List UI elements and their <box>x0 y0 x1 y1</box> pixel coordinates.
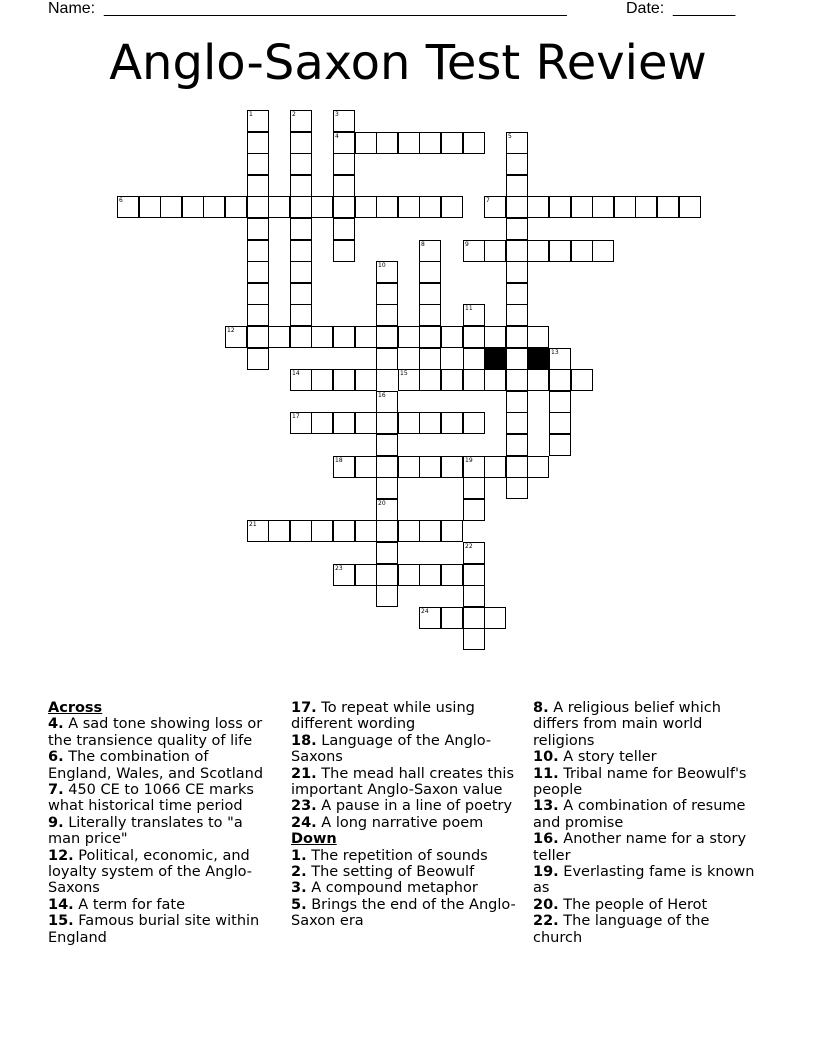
clue-number: 10. <box>533 749 559 766</box>
across-clue <box>291 700 519 733</box>
grid-cell[interactable] <box>463 585 485 607</box>
grid-cell[interactable] <box>355 369 377 391</box>
clue-number: 24. <box>291 814 317 831</box>
down-clue <box>533 798 761 831</box>
clue-text: A long narrative poem <box>321 814 484 831</box>
grid-cell[interactable] <box>376 304 398 326</box>
grid-cell[interactable] <box>549 412 571 434</box>
grid-cell[interactable] <box>463 326 485 348</box>
grid-cell[interactable] <box>290 261 312 283</box>
grid-cell[interactable] <box>333 326 355 348</box>
grid-cell[interactable] <box>333 132 355 154</box>
clue-number: 18. <box>291 732 317 749</box>
clues-section <box>0 700 816 1056</box>
grid-cell[interactable] <box>484 607 506 629</box>
grid-cell[interactable] <box>419 196 441 218</box>
grid-cell[interactable] <box>463 628 485 650</box>
down-clue <box>291 880 519 896</box>
cell-number: 3 <box>335 111 339 118</box>
grid-cell[interactable] <box>203 196 225 218</box>
down-clue <box>291 864 519 880</box>
grid-cell[interactable] <box>247 196 269 218</box>
grid-cell[interactable] <box>679 196 701 218</box>
grid-cell[interactable] <box>333 196 355 218</box>
grid-cell[interactable] <box>506 283 528 305</box>
grid-cell[interactable] <box>463 607 485 629</box>
clue-text: The language of the church <box>533 913 710 946</box>
grid-cell[interactable] <box>527 456 549 478</box>
cell-number: 2 <box>292 111 296 118</box>
grid-cell[interactable] <box>463 412 485 434</box>
clue-text: Brings the end of the Anglo-Saxon era <box>291 896 516 930</box>
grid-cell[interactable] <box>441 369 463 391</box>
grid-cell[interactable] <box>247 132 269 154</box>
across-heading: Across <box>48 700 103 716</box>
grid-cell[interactable] <box>419 607 441 629</box>
grid-cell[interactable] <box>549 369 571 391</box>
clue-number: 3. <box>291 880 307 897</box>
clue-number: 23. <box>291 798 317 815</box>
clue-text: The combination of England, Wales, and Scotland <box>48 749 264 782</box>
grid-cell[interactable] <box>376 132 398 154</box>
grid-cell[interactable] <box>311 326 333 348</box>
clue-number: 15. <box>48 913 74 930</box>
clue-text: Another name for a story teller <box>533 831 747 864</box>
clue-text: The people of Herot <box>563 896 708 913</box>
grid-cell[interactable] <box>290 369 312 391</box>
clue-text: A religious belief which differs from main world religions <box>533 700 721 749</box>
grid-cell[interactable] <box>441 520 463 542</box>
grid-cell[interactable] <box>376 477 398 499</box>
grid-cell[interactable] <box>376 261 398 283</box>
grid-cell[interactable] <box>592 240 614 262</box>
grid-cell[interactable] <box>268 520 290 542</box>
across-clue <box>48 782 276 815</box>
grid-cell[interactable] <box>225 326 247 348</box>
grid-cell[interactable] <box>311 369 333 391</box>
grid-cell[interactable] <box>355 326 377 348</box>
grid-cell[interactable] <box>376 456 398 478</box>
grid-cell[interactable] <box>463 456 485 478</box>
down-clue <box>533 864 761 897</box>
grid-cell[interactable] <box>376 391 398 413</box>
cell-number: 12 <box>227 327 235 334</box>
grid-cell[interactable] <box>333 520 355 542</box>
cell-number: 9 <box>465 241 469 248</box>
clue-number: 5. <box>291 896 307 913</box>
grid-cell[interactable] <box>441 412 463 434</box>
grid-cell[interactable] <box>527 369 549 391</box>
grid-cell[interactable] <box>506 369 528 391</box>
clue-column-1 <box>48 700 276 946</box>
clue-number: 4. <box>48 716 64 733</box>
clue-number: 17. <box>291 700 317 716</box>
clue-text: A sad tone showing loss or the transience quality of life <box>48 716 263 749</box>
across-clue <box>48 897 276 913</box>
grid-cell[interactable] <box>290 196 312 218</box>
clue-text: 450 CE to 1066 CE marks what historical time period <box>48 782 254 815</box>
clue-number: 11. <box>533 765 559 782</box>
page-title: Anglo-Saxon Test Review <box>109 35 707 91</box>
clue-number: 1. <box>291 847 307 864</box>
cell-number: 15 <box>400 370 408 377</box>
grid-cell[interactable] <box>376 434 398 456</box>
grid-cell[interactable] <box>506 153 528 175</box>
grid-cell[interactable] <box>247 326 269 348</box>
across-clue <box>291 733 519 766</box>
across-clue <box>48 815 276 848</box>
grid-cell[interactable] <box>463 132 485 154</box>
grid-cell[interactable] <box>484 240 506 262</box>
grid-cell[interactable] <box>419 456 441 478</box>
clue-number: 21. <box>291 765 317 782</box>
black-cell <box>484 348 506 370</box>
grid-cell[interactable] <box>333 218 355 240</box>
grid-cell[interactable] <box>398 369 420 391</box>
grid-cell[interactable] <box>398 564 420 586</box>
grid-cell[interactable] <box>355 456 377 478</box>
grid-cell[interactable] <box>333 175 355 197</box>
grid-cell[interactable] <box>549 434 571 456</box>
grid-cell[interactable] <box>441 607 463 629</box>
grid-cell[interactable] <box>484 369 506 391</box>
grid-cell[interactable] <box>376 542 398 564</box>
grid-cell[interactable] <box>139 196 161 218</box>
grid-cell[interactable] <box>376 196 398 218</box>
grid-cell[interactable] <box>333 564 355 586</box>
grid-cell[interactable] <box>527 326 549 348</box>
cell-number: 20 <box>378 500 386 507</box>
grid-cell[interactable] <box>376 585 398 607</box>
clue-text: A term for fate <box>78 896 186 913</box>
grid-cell[interactable] <box>247 240 269 262</box>
clue-number: 12. <box>48 847 74 864</box>
clue-number: 13. <box>533 798 559 815</box>
grid-cell[interactable] <box>527 196 549 218</box>
name-label: Name: <box>48 0 96 17</box>
grid-cell[interactable] <box>398 456 420 478</box>
grid-cell[interactable] <box>441 456 463 478</box>
down-clue <box>533 831 761 864</box>
grid-cell[interactable] <box>419 132 441 154</box>
grid-cell[interactable] <box>419 564 441 586</box>
grid-cell[interactable] <box>247 218 269 240</box>
grid-cell[interactable] <box>290 218 312 240</box>
grid-cell[interactable] <box>463 564 485 586</box>
grid-cell[interactable] <box>506 412 528 434</box>
grid-cell[interactable] <box>441 326 463 348</box>
grid-cell[interactable] <box>333 412 355 434</box>
grid-cell[interactable] <box>333 456 355 478</box>
cell-number: 19 <box>465 457 473 464</box>
grid-cell[interactable] <box>398 326 420 348</box>
grid-cell[interactable] <box>419 240 441 262</box>
grid-cell[interactable] <box>506 175 528 197</box>
grid-cell[interactable] <box>268 326 290 348</box>
clue-text: Political, economic, and loyalty system of the Anglo-Saxons <box>48 847 253 897</box>
down-clue <box>533 700 761 749</box>
across-clue <box>291 798 519 814</box>
clue-text: A combination of resume and promise <box>533 798 746 831</box>
grid-cell[interactable] <box>376 283 398 305</box>
across-clue <box>291 766 519 799</box>
clue-number: 22. <box>533 913 559 930</box>
cell-number: 24 <box>421 608 429 615</box>
grid-cell[interactable] <box>484 196 506 218</box>
cell-number: 13 <box>551 349 559 356</box>
clue-column-2 <box>291 700 519 930</box>
clue-number: 16. <box>533 831 559 848</box>
grid-cell[interactable] <box>419 412 441 434</box>
grid-cell[interactable] <box>506 391 528 413</box>
cell-number: 1 <box>249 111 253 118</box>
grid-cell[interactable] <box>419 348 441 370</box>
grid-cell[interactable] <box>376 520 398 542</box>
grid-cell[interactable] <box>311 520 333 542</box>
grid-cell[interactable] <box>376 499 398 521</box>
clue-text: A compound metaphor <box>311 880 478 897</box>
cell-number: 17 <box>292 413 300 420</box>
grid-cell[interactable] <box>355 412 377 434</box>
grid-cell[interactable] <box>463 304 485 326</box>
grid-cell[interactable] <box>571 240 593 262</box>
grid-cell[interactable] <box>247 175 269 197</box>
grid-cell[interactable] <box>247 261 269 283</box>
clue-number: 9. <box>48 814 64 831</box>
down-clue <box>533 913 761 946</box>
cell-number: 5 <box>508 133 512 140</box>
grid-cell[interactable] <box>247 304 269 326</box>
clue-text: Famous burial site within England <box>48 913 260 946</box>
grid-cell[interactable] <box>247 348 269 370</box>
clue-text: Language of the Anglo-Saxons <box>291 732 492 766</box>
grid-cell[interactable] <box>463 240 485 262</box>
grid-cell[interactable] <box>549 348 571 370</box>
grid-cell[interactable] <box>355 520 377 542</box>
grid-cell[interactable] <box>376 412 398 434</box>
cell-number: 4 <box>335 133 339 140</box>
grid-cell[interactable] <box>592 196 614 218</box>
grid-cell[interactable] <box>549 196 571 218</box>
clue-text: The repetition of sounds <box>311 847 488 864</box>
clue-text: To repeat while using different wording <box>291 700 475 733</box>
grid-cell[interactable] <box>506 434 528 456</box>
grid-cell[interactable] <box>333 153 355 175</box>
grid-cell[interactable] <box>247 110 269 132</box>
grid-cell[interactable] <box>398 196 420 218</box>
grid-cell[interactable] <box>484 326 506 348</box>
grid-cell[interactable] <box>398 412 420 434</box>
grid-cell[interactable] <box>333 369 355 391</box>
grid-cell[interactable] <box>463 542 485 564</box>
grid-cell[interactable] <box>506 304 528 326</box>
grid-cell[interactable] <box>247 283 269 305</box>
date-field[interactable]: _______ <box>673 0 736 17</box>
cell-number: 8 <box>421 241 425 248</box>
grid-cell[interactable] <box>419 304 441 326</box>
clue-number: 6. <box>48 749 64 766</box>
grid-cell[interactable] <box>419 283 441 305</box>
cell-number: 18 <box>335 457 343 464</box>
cell-number: 22 <box>465 543 473 550</box>
grid-cell[interactable] <box>160 196 182 218</box>
across-clue <box>48 848 276 897</box>
grid-cell[interactable] <box>506 196 528 218</box>
cell-number: 14 <box>292 370 300 377</box>
grid-cell[interactable] <box>247 153 269 175</box>
cell-number: 23 <box>335 565 343 572</box>
grid-cell[interactable] <box>225 196 247 218</box>
grid-cell[interactable] <box>463 477 485 499</box>
grid-cell[interactable] <box>311 196 333 218</box>
cell-number: 10 <box>378 262 386 269</box>
grid-cell[interactable] <box>247 520 269 542</box>
grid-cell[interactable] <box>376 564 398 586</box>
clue-number: 20. <box>533 896 559 913</box>
grid-cell[interactable] <box>268 196 290 218</box>
grid-cell[interactable] <box>355 564 377 586</box>
grid-cell[interactable] <box>441 196 463 218</box>
grid-cell[interactable] <box>527 240 549 262</box>
grid-cell[interactable] <box>290 304 312 326</box>
cell-number: 16 <box>378 392 386 399</box>
clue-number: 19. <box>533 864 559 881</box>
grid-cell[interactable] <box>290 520 312 542</box>
clue-text: The setting of Beowulf <box>311 864 475 881</box>
across-clue <box>48 913 276 946</box>
cell-number: 6 <box>119 197 123 204</box>
clue-column-3 <box>533 700 761 946</box>
grid-cell[interactable] <box>419 369 441 391</box>
grid-cell[interactable] <box>506 477 528 499</box>
clue-number: 14. <box>48 896 74 913</box>
clue-text: A story teller <box>563 749 657 766</box>
grid-cell[interactable] <box>549 240 571 262</box>
grid-cell[interactable] <box>549 391 571 413</box>
grid-cell[interactable] <box>506 240 528 262</box>
grid-cell[interactable] <box>506 218 528 240</box>
grid-cell[interactable] <box>290 283 312 305</box>
grid-cell[interactable] <box>290 326 312 348</box>
clue-text: A pause in a line of poetry <box>321 798 513 815</box>
grid-cell[interactable] <box>441 132 463 154</box>
grid-cell[interactable] <box>484 456 506 478</box>
clue-text: Literally translates to "a man price" <box>48 814 243 848</box>
grid-cell[interactable] <box>376 326 398 348</box>
date-label: Date: <box>626 0 665 17</box>
grid-cell[interactable] <box>419 326 441 348</box>
grid-cell[interactable] <box>506 261 528 283</box>
grid-cell[interactable] <box>290 412 312 434</box>
down-clue <box>533 749 761 765</box>
down-clue <box>533 897 761 913</box>
grid-cell[interactable] <box>355 196 377 218</box>
grid-cell[interactable] <box>398 132 420 154</box>
clue-text: Everlasting fame is known as <box>533 864 755 897</box>
grid-cell[interactable] <box>614 196 636 218</box>
grid-cell[interactable] <box>571 196 593 218</box>
grid-cell[interactable] <box>506 326 528 348</box>
name-field[interactable]: ____________________________________________________ <box>104 0 567 17</box>
grid-cell[interactable] <box>506 132 528 154</box>
grid-cell[interactable] <box>290 132 312 154</box>
down-clue <box>291 848 519 864</box>
grid-cell[interactable] <box>419 520 441 542</box>
grid-cell[interactable] <box>290 175 312 197</box>
grid-cell[interactable] <box>290 153 312 175</box>
grid-cell[interactable] <box>398 520 420 542</box>
grid-cell[interactable] <box>463 348 485 370</box>
grid-cell[interactable] <box>355 132 377 154</box>
clue-text: The mead hall creates this important Anglo-Saxon value <box>291 765 515 799</box>
across-clue <box>291 815 519 831</box>
grid-cell[interactable] <box>333 240 355 262</box>
grid-cell[interactable] <box>635 196 657 218</box>
grid-cell[interactable] <box>117 196 139 218</box>
cell-number: 11 <box>465 305 473 312</box>
grid-cell[interactable] <box>571 369 593 391</box>
grid-cell[interactable] <box>657 196 679 218</box>
grid-cell[interactable] <box>506 348 528 370</box>
down-clue <box>291 897 519 930</box>
cell-number: 21 <box>249 521 257 528</box>
clue-number: 8. <box>533 700 549 716</box>
grid-cell[interactable] <box>463 499 485 521</box>
down-heading: Down <box>291 831 337 848</box>
grid-cell[interactable] <box>441 564 463 586</box>
grid-cell[interactable] <box>376 348 398 370</box>
grid-cell[interactable] <box>182 196 204 218</box>
grid-cell[interactable] <box>290 240 312 262</box>
across-clue <box>48 749 276 782</box>
grid-cell[interactable] <box>419 261 441 283</box>
clue-number: 7. <box>48 782 64 799</box>
grid-cell[interactable] <box>463 369 485 391</box>
grid-cell[interactable] <box>290 110 312 132</box>
down-clue <box>533 766 761 799</box>
grid-cell[interactable] <box>506 456 528 478</box>
cell-number: 7 <box>486 197 490 204</box>
clue-text: Tribal name for Beowulf's people <box>533 765 747 799</box>
grid-cell[interactable] <box>311 412 333 434</box>
clue-number: 2. <box>291 864 307 881</box>
grid-cell[interactable] <box>333 110 355 132</box>
across-clue <box>48 716 276 749</box>
black-cell <box>527 348 549 370</box>
